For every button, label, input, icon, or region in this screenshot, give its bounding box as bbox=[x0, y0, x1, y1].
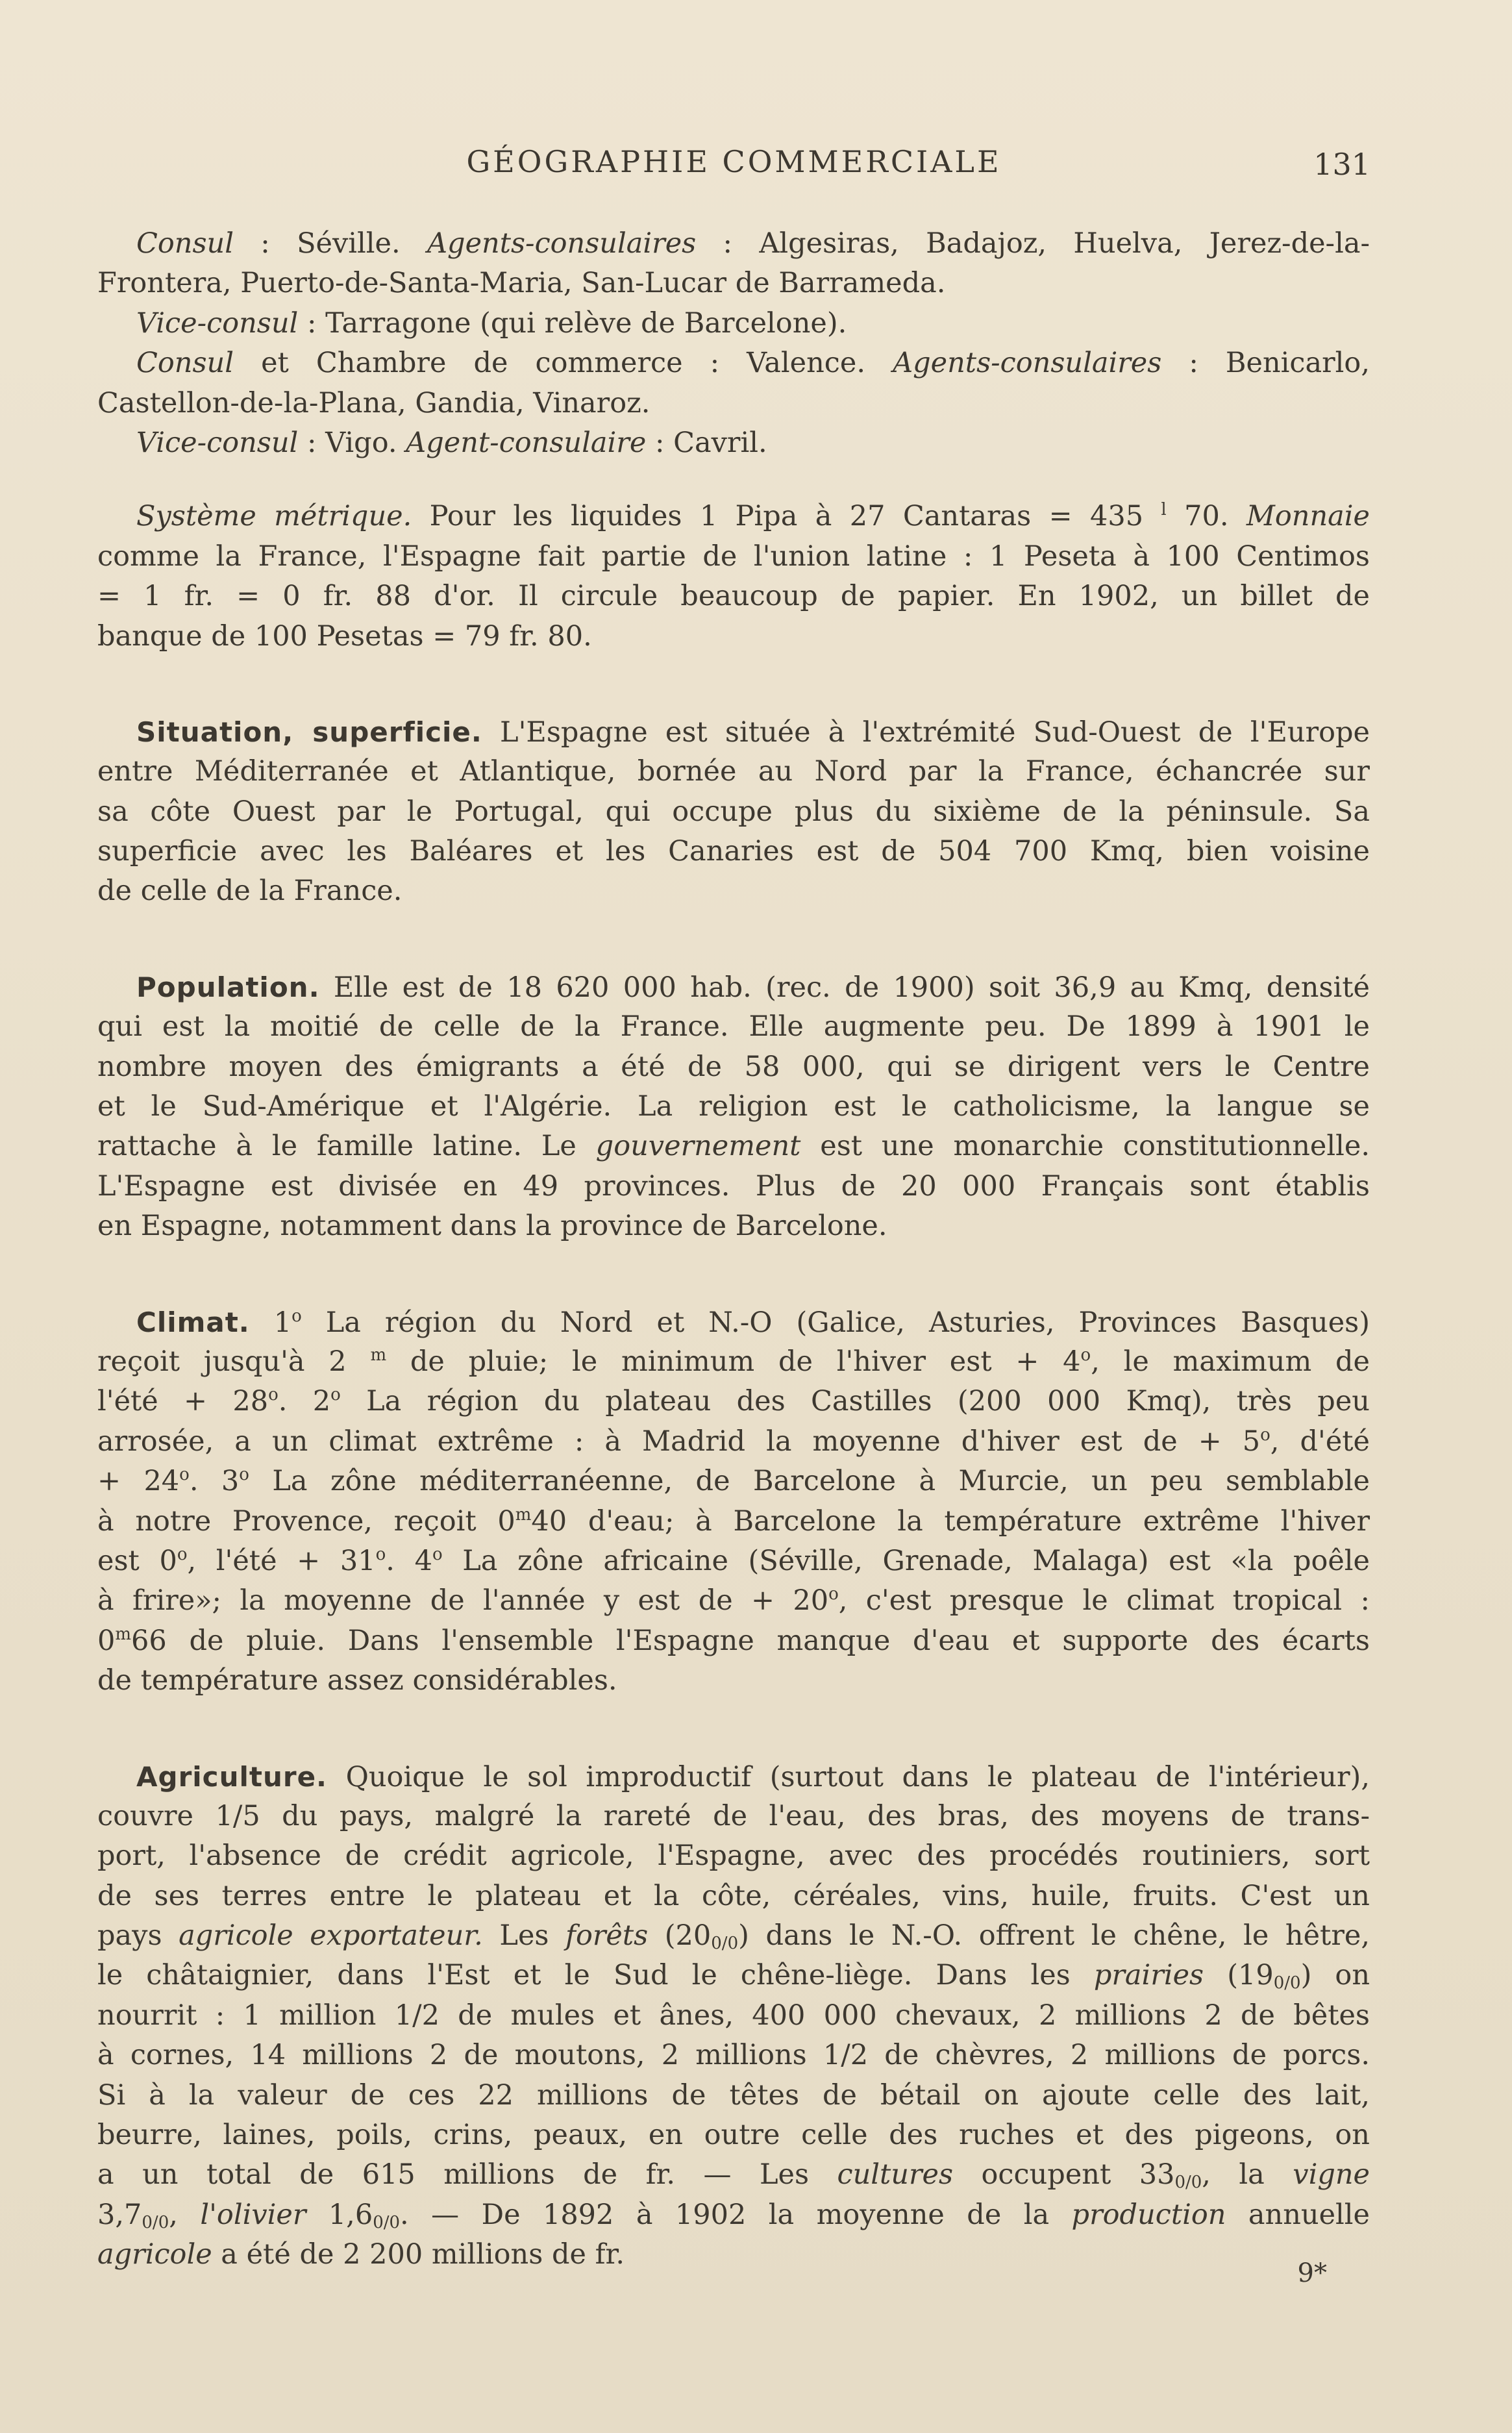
ordinal: o bbox=[432, 1544, 443, 1564]
term: forêts bbox=[565, 1919, 649, 1953]
agriculture-line-13 bbox=[97, 2235, 1370, 2275]
percent: 0/0 bbox=[711, 1934, 739, 1954]
text: , la bbox=[1202, 2158, 1293, 2191]
text: ) on bbox=[1300, 1959, 1370, 1992]
section-heading-agriculture: Agriculture. bbox=[136, 1760, 328, 1793]
agriculture-line-6 bbox=[97, 1956, 1370, 1995]
metric-line-1 bbox=[97, 497, 1370, 536]
text: (20 bbox=[648, 1919, 712, 1953]
text: à frire»; la moyenne de l'année y est de + 20 bbox=[97, 1584, 829, 1617]
degree: o bbox=[177, 1544, 188, 1564]
text: reçoit jusqu'à 2 bbox=[97, 1345, 371, 1378]
page-body bbox=[97, 224, 1370, 2275]
text: : Séville. bbox=[234, 227, 427, 260]
text: L'Espagne est située à l'extrémité Sud-Ouest de l'Europe bbox=[482, 716, 1370, 749]
degree: o bbox=[268, 1385, 279, 1405]
ordinal: o bbox=[291, 1306, 302, 1326]
text: : Benicarlo, bbox=[1161, 347, 1370, 380]
term: agricole exportateur. bbox=[179, 1919, 483, 1953]
population-line-3: nombre moyen des émigrants a été de 58 000, qui se dirigent vers le Centre bbox=[97, 1050, 1370, 1083]
climat-line-7 bbox=[97, 1541, 1370, 1581]
agriculture-line-10: beurre, laines, poils, crins, peaux, en outre celle des ruches et des pigeons, on bbox=[97, 2119, 1370, 2152]
text: le châtaignier, dans l'Est et le Sud le chêne-liège. Dans les bbox=[97, 1959, 1094, 1992]
metric-line-2: comme la France, l'Espagne fait partie de l'union latine : 1 Peseta à 100 Centimos bbox=[97, 540, 1370, 573]
text: . 3 bbox=[189, 1465, 240, 1498]
text: l'été + 28 bbox=[97, 1385, 269, 1418]
term: l'olivier bbox=[200, 2198, 306, 2231]
text: Les bbox=[482, 1919, 566, 1953]
spacer bbox=[97, 912, 1370, 967]
text: La zône africaine (Séville, Grenade, Malaga) est «la poêle bbox=[442, 1544, 1370, 1577]
text: : Tarragone (qui relève de Barcelone). bbox=[298, 306, 847, 340]
climat-line-9 bbox=[97, 1621, 1370, 1661]
text: rattache à le famille latine. Le bbox=[97, 1130, 596, 1163]
term-gouvernement: gouvernement bbox=[595, 1130, 801, 1163]
consuls-line-2: Frontera, Puerto-de-Santa-Maria, San-Lucar de Barrameda. bbox=[97, 267, 946, 300]
text: annuelle bbox=[1226, 2198, 1370, 2231]
text: 1 bbox=[249, 1306, 292, 1339]
text: . 4 bbox=[386, 1544, 432, 1577]
section-heading-climat: Climat. bbox=[136, 1306, 250, 1338]
label-vice-consul: Vice-consul bbox=[136, 426, 299, 459]
text: : Cavril. bbox=[646, 426, 767, 459]
term: production bbox=[1071, 2198, 1226, 2231]
consuls-line-1 bbox=[97, 224, 1370, 264]
population-line-4: et le Sud-Amérique et l'Algérie. La religion est le catholicisme, la langue se bbox=[97, 1090, 1370, 1123]
text: couvre bbox=[97, 1799, 216, 1832]
agriculture-line-8 bbox=[97, 2036, 1370, 2075]
agriculture-line-7 bbox=[97, 1996, 1370, 2036]
text: 0 bbox=[97, 1624, 116, 1657]
fraction: 1/2 bbox=[394, 1999, 440, 2032]
label-metric: Système métrique. bbox=[136, 500, 412, 533]
label-agents: Agents-consulaires bbox=[893, 347, 1162, 380]
unit: m bbox=[515, 1504, 532, 1525]
climat-line-1 bbox=[97, 1303, 1370, 1342]
percent: 0/0 bbox=[1174, 2173, 1202, 2193]
text: La région du plateau des Castilles (200 000 Kmq), très peu bbox=[340, 1385, 1370, 1418]
text: La région du Nord et N.-O (Galice, Asturies, Provinces Basques) bbox=[301, 1306, 1370, 1339]
text: . 2 bbox=[278, 1385, 331, 1418]
label-vice-consul: Vice-consul bbox=[136, 306, 299, 340]
text: du pays, malgré la rareté de l'eau, des bras, des moyens de trans- bbox=[260, 1799, 1370, 1832]
text: et Chambre de commerce : Valence. bbox=[234, 347, 893, 380]
degree: o bbox=[1080, 1345, 1091, 1365]
text: occupent 33 bbox=[953, 2158, 1175, 2191]
text: . — De 1892 à 1902 la moyenne de la bbox=[400, 2198, 1072, 2231]
text: Quoique le sol improductif (surtout dans le plateau de l'intérieur), bbox=[327, 1760, 1370, 1793]
running-header bbox=[97, 142, 1370, 187]
agriculture-line-1 bbox=[97, 1757, 1370, 1797]
text: pays bbox=[97, 1919, 179, 1953]
term: prairies bbox=[1093, 1959, 1204, 1992]
text: : Algesiras, Badajoz, Huelva, Jerez-de-la- bbox=[696, 227, 1370, 260]
text: , bbox=[169, 2198, 201, 2231]
agriculture-line-12 bbox=[97, 2195, 1370, 2235]
percent: 0/0 bbox=[373, 2212, 401, 2232]
term: vigne bbox=[1293, 2158, 1370, 2191]
fraction: 1/5 bbox=[215, 1799, 260, 1832]
text: de mules et ânes, 400 000 chevaux, 2 millions 2 de bêtes bbox=[439, 1999, 1370, 2032]
text: est 0 bbox=[97, 1544, 177, 1577]
unit-litre: l bbox=[1161, 500, 1167, 520]
climat-line-5 bbox=[97, 1462, 1370, 1501]
text: de pluie; le minimum de l'hiver est + 4 bbox=[386, 1345, 1081, 1378]
population-line-7: en Espagne, notamment dans la province de Barcelone. bbox=[97, 1210, 887, 1243]
text: (19 bbox=[1204, 1959, 1274, 1992]
spacer bbox=[97, 656, 1370, 712]
agriculture-line-5 bbox=[97, 1916, 1370, 1956]
metric-line-4: banque de 100 Pesetas = 79 fr. 80. bbox=[97, 619, 592, 653]
climat-line-3 bbox=[97, 1382, 1370, 1421]
label-agents: Agents-consulaires bbox=[427, 227, 697, 260]
consuls-line-4 bbox=[97, 343, 1370, 383]
label-consul: Consul bbox=[136, 347, 234, 380]
text: , c'est presque le climat tropical : bbox=[838, 1584, 1370, 1617]
text: a été de 2 200 millions de fr. bbox=[212, 2238, 625, 2271]
text: Pour les liquides 1 Pipa à 27 Cantaras = 435 bbox=[412, 500, 1161, 533]
text: 40 d'eau; à Barcelone la température extrême l'hiver bbox=[531, 1504, 1370, 1538]
text: , le maximum de bbox=[1091, 1345, 1370, 1378]
situation-line-3: sa côte Ouest par le Portugal, qui occupe plus du sixième de la péninsule. Sa bbox=[97, 795, 1370, 828]
text: nourrit : 1 million bbox=[97, 1999, 395, 2032]
text: : Vigo. bbox=[298, 426, 406, 459]
section-heading-situation: Situation, superficie. bbox=[136, 716, 482, 748]
agriculture-line-3: port, l'absence de crédit agricole, l'Espagne, avec des procédés routiniers, sort bbox=[97, 1840, 1370, 1873]
consuls-line-3 bbox=[97, 304, 1370, 343]
label-consul: Consul bbox=[136, 227, 234, 260]
signature-mark: 9* bbox=[1297, 2258, 1327, 2288]
text: a un total de 615 millions de fr. — Les bbox=[97, 2158, 837, 2191]
text: La zône méditerranéenne, de Barcelone à Murcie, un peu semblable bbox=[249, 1465, 1370, 1498]
text: , d'été bbox=[1270, 1425, 1370, 1458]
population-line-2: qui est la moitié de celle de la France. Elle augmente peu. De 1899 à 1901 le bbox=[97, 1010, 1370, 1043]
percent: 0/0 bbox=[1273, 1973, 1301, 1993]
situation-line-1 bbox=[97, 712, 1370, 752]
page-number: 131 bbox=[1313, 147, 1370, 182]
text: à cornes, 14 millions 2 de moutons, 2 millions bbox=[97, 2039, 823, 2072]
climat-line-8 bbox=[97, 1581, 1370, 1621]
situation-line-2: entre Méditerranée et Atlantique, bornée au Nord par la France, échancrée sur bbox=[97, 755, 1370, 788]
climat-line-10: de température assez considérables. bbox=[97, 1664, 617, 1697]
text: est une monarchie constitutionnelle. bbox=[800, 1130, 1370, 1163]
fraction: 1/2 bbox=[823, 2039, 869, 2072]
agriculture-line-11 bbox=[97, 2155, 1370, 2195]
agriculture-line-4: de ses terres entre le plateau et la côte, céréales, vins, huile, fruits. C'est un bbox=[97, 1879, 1370, 1912]
term: cultures bbox=[837, 2158, 954, 2191]
degree: o bbox=[1260, 1425, 1270, 1445]
label-agent: Agent-consulaire bbox=[406, 426, 647, 459]
consuls-line-6 bbox=[97, 423, 1370, 463]
degree: o bbox=[179, 1465, 190, 1485]
text: 1,6 bbox=[306, 2198, 373, 2231]
population-line-6: L'Espagne est divisée en 49 provinces. Plus de 20 000 Français sont établis bbox=[97, 1169, 1370, 1203]
climat-line-4 bbox=[97, 1422, 1370, 1462]
text: Elle est de 18 620 000 hab. (rec. de 1900) soit 36,9 au Kmq, densité bbox=[319, 971, 1370, 1004]
ordinal: o bbox=[330, 1385, 341, 1405]
spacer bbox=[97, 1247, 1370, 1303]
agriculture-line-2 bbox=[97, 1797, 1370, 1836]
situation-line-4: superficie avec les Baléares et les Canaries est de 504 700 Kmq, bien voisine bbox=[97, 835, 1370, 868]
text: à notre Provence, reçoit 0 bbox=[97, 1504, 515, 1538]
climat-line-6 bbox=[97, 1502, 1370, 1541]
population-line-1 bbox=[97, 967, 1370, 1007]
text: , l'été + 31 bbox=[187, 1544, 376, 1577]
situation-line-5: de celle de la France. bbox=[97, 875, 403, 908]
ordinal: o bbox=[239, 1465, 249, 1485]
agriculture-line-9: Si à la valeur de ces 22 millions de têtes de bétail on ajoute celle des lait, bbox=[97, 2078, 1370, 2112]
text: 66 de pluie. Dans l'ensemble l'Espagne manque d'eau et supporte des écarts bbox=[131, 1624, 1370, 1657]
spacer bbox=[97, 463, 1370, 497]
term: agricole bbox=[97, 2238, 212, 2271]
population-line-5 bbox=[97, 1127, 1370, 1166]
spacer bbox=[97, 1701, 1370, 1757]
text: 70. bbox=[1166, 500, 1246, 533]
degree: o bbox=[828, 1584, 839, 1604]
percent: 0/0 bbox=[142, 2212, 169, 2232]
text: + 24 bbox=[97, 1465, 180, 1498]
degree: o bbox=[375, 1544, 386, 1564]
climat-line-2 bbox=[97, 1342, 1370, 1382]
text: ) dans le N.-O. offrent le chêne, le hêtre, bbox=[738, 1919, 1370, 1953]
consuls-line-5: Castellon-de-la-Plana, Gandia, Vinaroz. bbox=[97, 386, 651, 419]
running-title: GÉOGRAPHIE COMMERCIALE bbox=[466, 144, 1002, 179]
section-heading-population: Population. bbox=[136, 971, 320, 1003]
unit: m bbox=[370, 1345, 387, 1365]
text: arrosée, a un climat extrême : à Madrid la moyenne d'hiver est de + 5 bbox=[97, 1425, 1261, 1458]
text: de chèvres, 2 millions de porcs. bbox=[868, 2039, 1370, 2072]
unit: m bbox=[115, 1624, 132, 1644]
metric-line-3: = 1 fr. = 0 fr. 88 d'or. Il circule beaucoup de papier. En 1902, un billet de bbox=[97, 580, 1370, 613]
text: 3,7 bbox=[97, 2198, 142, 2231]
label-monnaie: Monnaie bbox=[1246, 500, 1370, 533]
